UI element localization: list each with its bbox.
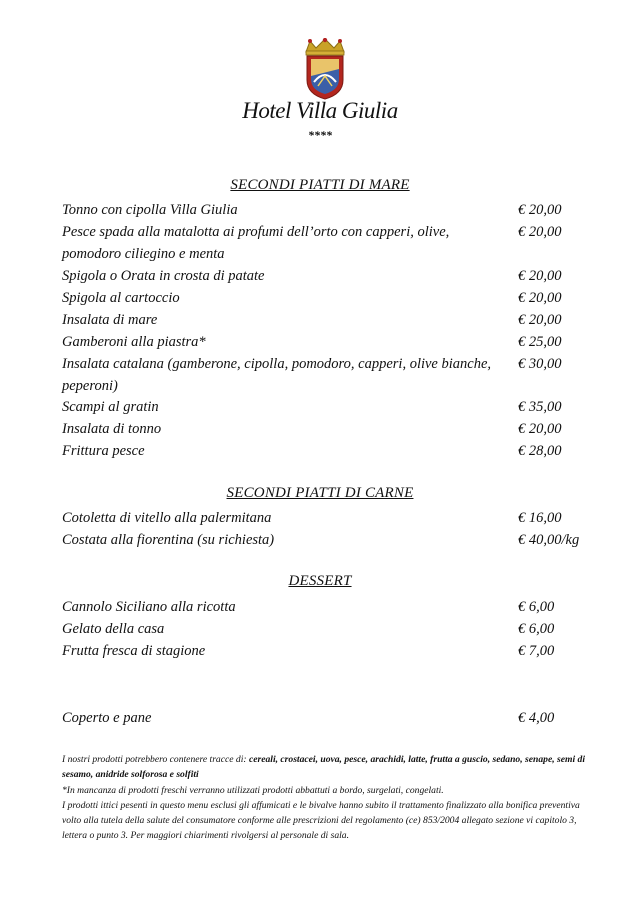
item-price: € 20,00 <box>518 224 562 240</box>
treatment-note: I prodotti ittici pesenti in questo menu esclusi gli affumicati e le bivalve hanno subito il trattamento finalizzato alla bonifica preventiva volto alla tutela della salute del consumatore conforme alle prescrizioni del regolamento (ce) 853/2004 allegato sezione vi capitolo 3, lettera o punto 3. Per maggiori chiarimenti rivolgersi al personale di sala. <box>62 799 580 842</box>
item-price: € 20,00 <box>518 421 562 437</box>
item-name: Frittura pesce <box>62 443 145 459</box>
item-name: Spigola o Orata in crosta di patate <box>62 268 265 284</box>
item-name: Cannolo Siciliano alla ricotta <box>62 599 236 615</box>
frozen-note: *In mancanza di prodotti freschi verranno utilizzati prodotti abbattuti a bordo, surgelati, congelati. <box>62 784 444 796</box>
item-price: € 4,00 <box>518 710 555 726</box>
footnotes <box>62 752 592 844</box>
item-name: Insalata di tonno <box>62 421 162 437</box>
item-price: € 20,00 <box>518 202 562 218</box>
hotel-name: Hotel Villa Giulia <box>242 98 398 123</box>
item-name: Frutta fresca di stagione <box>62 643 206 659</box>
item-name: Insalata catalana (gamberone, cipolla, pomodoro, capperi, olive bianche, peperoni) <box>62 356 492 394</box>
hotel-stars: **** <box>308 128 332 142</box>
item-price: € 35,00 <box>518 399 562 415</box>
item-name: Spigola al cartoccio <box>62 290 180 306</box>
item-name: Coperto e pane <box>62 710 152 726</box>
item-name: Insalata di mare <box>62 312 158 328</box>
section-title-mare: SECONDI PIATTI DI MARE <box>230 177 410 193</box>
section-title-carne: SECONDI PIATTI DI CARNE <box>226 485 414 501</box>
crest-icon <box>300 38 350 100</box>
item-name: Gelato della casa <box>62 621 165 637</box>
item-price: € 16,00 <box>518 510 562 526</box>
item-name: Costata alla fiorentina (su richiesta) <box>62 532 275 548</box>
item-name: Pesce spada alla matalotta ai profumi dell’orto con capperi, olive, pomodoro ciliegino e menta <box>62 224 450 262</box>
item-name: Scampi al gratin <box>62 399 159 415</box>
item-price: € 20,00 <box>518 268 562 284</box>
item-price: € 30,00 <box>518 356 562 372</box>
item-price: € 25,00 <box>518 334 562 350</box>
item-name: Cotoletta di vitello alla palermitana <box>62 510 272 526</box>
allergens-note <box>62 752 592 783</box>
item-price: € 40,00/kg <box>518 532 580 548</box>
item-price: € 7,00 <box>518 643 555 659</box>
item-price: € 20,00 <box>518 290 562 306</box>
allergens-intro: I nostri prodotti potrebbero contenere tracce di: <box>62 754 247 765</box>
item-price: € 6,00 <box>518 621 555 637</box>
item-price: € 6,00 <box>518 599 555 615</box>
item-name: Gamberoni alla piastra* <box>62 334 206 350</box>
section-title-dessert: DESSERT <box>288 573 352 589</box>
item-price: € 20,00 <box>518 312 562 328</box>
item-name: Tonno con cipolla Villa Giulia <box>62 202 238 218</box>
item-price: € 28,00 <box>518 443 562 459</box>
allergens-list: cereali, crostacei, uova, pesce, arachidi, latte, frutta a guscio, sedano, senape, semi di sesamo, anidride solforosa e solfiti <box>62 754 585 781</box>
